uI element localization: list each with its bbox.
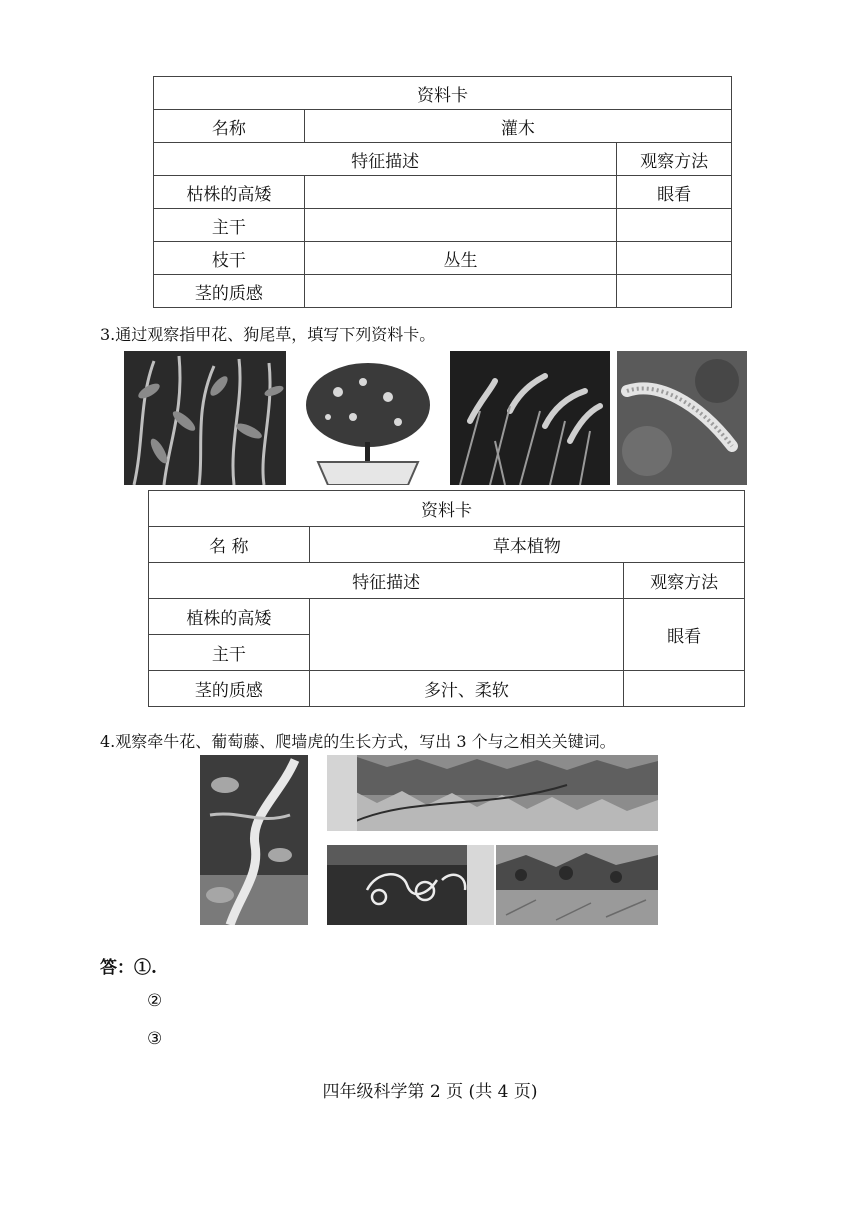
row-label: 主干 — [149, 635, 310, 671]
row-method[interactable] — [624, 671, 745, 707]
method-header: 观察方法 — [624, 563, 745, 599]
page-footer: 四年级科学第 2 页 (共 4 页) — [322, 1082, 538, 1102]
answer-line-2: ② — [147, 991, 163, 1011]
data-card-herb — [148, 490, 745, 707]
row-desc[interactable] — [309, 599, 623, 671]
photo-balsam-foliage — [124, 351, 286, 485]
method-header: 观察方法 — [617, 143, 732, 176]
row-method: 眼看 — [624, 599, 745, 671]
row-method[interactable] — [617, 275, 732, 308]
row-method: 眼看 — [617, 176, 732, 209]
question-3: 3.通过观察指甲花、狗尾草，填写下列资料卡。 — [100, 325, 436, 344]
question-4: 4.观察牵牛花、葡萄藤、爬墙虎的生长方式，写出 3 个与之相关关键词。 — [100, 732, 616, 751]
photo-creeper-wall — [496, 845, 658, 925]
photo-morning-glory-vine — [200, 755, 308, 925]
photo-balsam-pot — [293, 357, 440, 485]
data-card-shrub — [153, 76, 732, 308]
row-label: 植株的高矮 — [149, 599, 310, 635]
row-label: 茎的质感 — [154, 275, 305, 308]
feature-header: 特征描述 — [149, 563, 624, 599]
photo-foxtail-closeup — [617, 351, 747, 485]
answer-line-1: 答：①. — [100, 958, 157, 978]
row-desc[interactable] — [304, 209, 616, 242]
row-desc[interactable] — [304, 275, 616, 308]
row-label: 枝干 — [154, 242, 305, 275]
row-desc: 多汁、柔软 — [309, 671, 623, 707]
feature-header: 特征描述 — [154, 143, 617, 176]
name-label: 名称 — [154, 110, 305, 143]
card-title: 资料卡 — [154, 77, 732, 110]
name-label: 名 称 — [149, 527, 310, 563]
row-label: 主干 — [154, 209, 305, 242]
row-label: 茎的质感 — [149, 671, 310, 707]
row-method[interactable] — [617, 242, 732, 275]
photo-tendril — [327, 845, 494, 925]
photo-grape-vine — [327, 755, 658, 831]
card-title: 资料卡 — [149, 491, 745, 527]
name-value: 草本植物 — [309, 527, 744, 563]
row-label: 枯株的高矮 — [154, 176, 305, 209]
row-desc: 丛生 — [304, 242, 616, 275]
answer-line-3: ③ — [147, 1029, 163, 1049]
photo-foxtail-field — [450, 351, 610, 485]
row-method[interactable] — [617, 209, 732, 242]
name-value: 灌木 — [304, 110, 731, 143]
row-desc[interactable] — [304, 176, 616, 209]
